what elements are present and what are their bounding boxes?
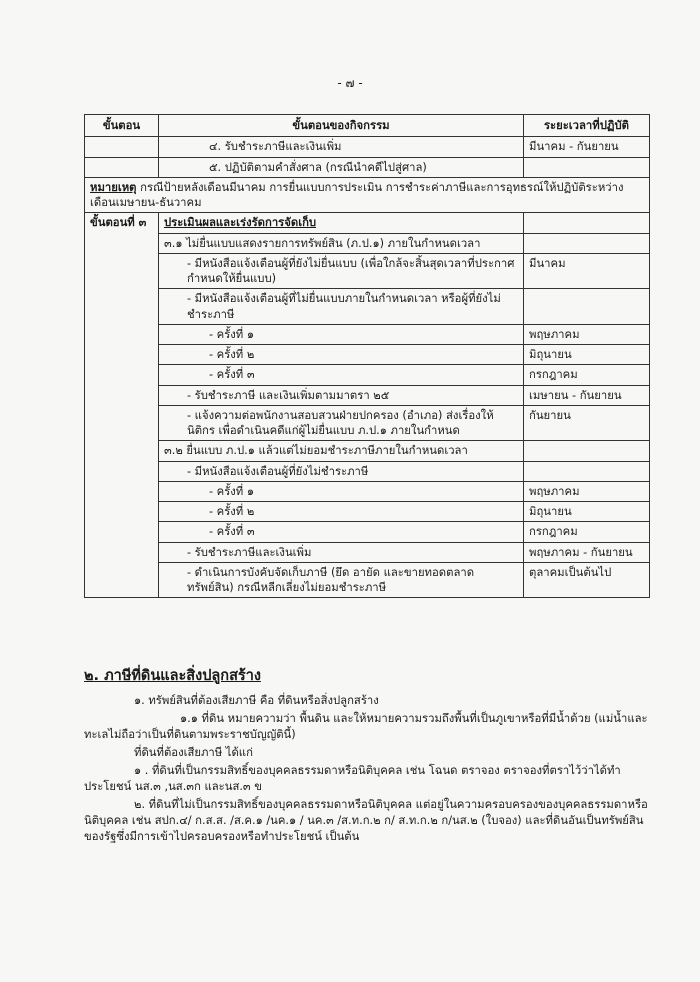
activity-cell: - มีหนังสือแจ้งเตือนผู้ที่ยังไม่ยื่นแบบ (เพื่อใกล้จะสิ้นสุดเวลาที่ประกาศกำหนดให้ยื่นแบบ) — [159, 253, 524, 289]
header-period: ระยะเวลาที่ปฏิบัติ — [524, 115, 650, 137]
activity-cell: - ครั้งที่ ๓ — [159, 365, 524, 385]
header-activity: ขั้นตอนของกิจกรรม — [159, 115, 524, 137]
table-row — [85, 542, 650, 562]
period-cell: กรกฎาคม — [524, 522, 650, 542]
table-row — [85, 502, 650, 522]
period-cell: พฤษภาคม — [524, 481, 650, 501]
table-row — [85, 481, 650, 501]
table-row — [85, 233, 650, 253]
period-cell: มิถุนายน — [524, 502, 650, 522]
table-row — [85, 522, 650, 542]
period-cell: มิถุนายน — [524, 345, 650, 365]
activity-cell: ๓.๒ ยื่นแบบ ภ.ป.๑ แล้วแต่ไม่ยอมชำระภาษีภายในกำหนดเวลา — [159, 441, 524, 461]
paragraph: ๒. ที่ดินที่ไม่เป็นกรรมสิทธิ์ของบุคคลธรรมดาหรือนิติบุคคล แต่อยู่ในความครอบครองของบุคคลธรรมดาหรือนิติบุคคล เช่น สปก.๔/ ก.ส.ส. /ส.ค.๑ /นค.๑ / นค.๓ /ส.ท.ก.๒ ก/ ส.ท.ก.๒ ก/นส.๒ (ใบจอง) และที่ดินอันเป็นทรัพย์สินของรัฐซึ่งมีการเข้าไปครอบครองหรือทำประโยชน์ เป็นต้น — [84, 797, 648, 843]
table-row — [85, 289, 650, 325]
page-number: - ๗ - — [337, 76, 363, 90]
section-land-building-tax — [84, 666, 654, 847]
header-step: ขั้นตอน — [85, 115, 159, 137]
note-label: หมายเหตุ — [90, 180, 137, 194]
activity-cell: - ครั้งที่ ๒ — [159, 345, 524, 365]
activity-cell: - ครั้งที่ ๓ — [159, 522, 524, 542]
period-cell: กรกฎาคม — [524, 365, 650, 385]
period-cell — [524, 289, 650, 325]
table-row — [85, 345, 650, 365]
table-row — [85, 562, 650, 598]
step3-title: ประเมินผลและเร่งรัดการจัดเก็บ — [159, 213, 524, 233]
period-cell: มีนาคม - กันยายน — [524, 137, 650, 157]
activity-table — [84, 114, 650, 598]
period-cell: พฤษภาคม - กันยายน — [524, 542, 650, 562]
period-cell: มีนาคม — [524, 253, 650, 289]
note-text: กรณีป้ายหลังเดือนมีนาคม การยื่นแบบการประเมิน การชำระค่าภาษีและการอุทธรณ์ให้ปฏิบัติระหว่างเดือนเมษายน-ธันวาคม — [90, 180, 624, 209]
period-cell — [524, 233, 650, 253]
table-row — [85, 405, 650, 441]
period-cell: กันยายน — [524, 405, 650, 441]
note-row — [85, 177, 650, 213]
period-cell: ตุลาคมเป็นต้นไป — [524, 562, 650, 598]
activity-cell: ๓.๑ ไม่ยื่นแบบแสดงรายการทรัพย์สิน (ภ.ป.๑) ภายในกำหนดเวลา — [159, 233, 524, 253]
activity-cell: - ครั้งที่ ๒ — [159, 502, 524, 522]
paragraph: ๑. ทรัพย์สินที่ต้องเสียภาษี คือ ที่ดินหรือสิ่งปลูกสร้าง — [134, 693, 379, 707]
paragraph: ที่ดินที่ต้องเสียภาษี ได้แก่ — [134, 745, 253, 759]
table-row — [85, 324, 650, 344]
activity-cell: - ดำเนินการบังคับจัดเก็บภาษี (ยึด อายัด และขายทอดตลาดทรัพย์สิน) กรณีหลีกเลี่ยงไม่ยอมชำระภาษี — [159, 562, 524, 598]
period-cell: เมษายน - กันยายน — [524, 385, 650, 405]
activity-cell: ๕. ปฏิบัติตามคำสั่งศาล (กรณีนำคดีไปสู่ศาล) — [159, 157, 524, 177]
note-cell — [85, 177, 650, 213]
table-row — [85, 461, 650, 481]
table-row — [85, 441, 650, 461]
period-cell — [524, 157, 650, 177]
table-row — [85, 157, 650, 177]
paragraph: ๑ . ที่ดินที่เป็นกรรมสิทธิ์ของบุคคลธรรมดาหรือนิติบุคคล เช่น โฉนด ตราจอง ตราจองที่ตราไว้ว่าได้ทำประโยชน์ นส.๓ ,นส.๓ก และนส.๓ ข — [84, 763, 621, 793]
step3-label: ขั้นตอนที่ ๓ — [85, 213, 159, 598]
section-title: ๒. ภาษีที่ดินและสิ่งปลูกสร้าง — [84, 668, 261, 684]
table-row — [85, 385, 650, 405]
table-header-row — [85, 115, 650, 137]
activity-cell: - ครั้งที่ ๑ — [159, 481, 524, 501]
table-row — [85, 253, 650, 289]
period-cell — [524, 441, 650, 461]
paragraph: ๑.๑ ที่ดิน หมายความว่า พื้นดิน และให้หมายความรวมถึงพื้นที่เป็นภูเขาหรือที่มีน้ำด้วย (แม่น้ำและทะเลไม่ถือว่าเป็นที่ดินตามพระราชบัญญัตินี้) — [84, 711, 648, 741]
activity-cell: - แจ้งความต่อพนักงานสอบสวนฝ่ายปกครอง (อำเภอ) ส่งเรื่องให้นิติกร เพื่อดำเนินคดีแก่ผู้ไม่ยื่นแบบ ภ.ป.๑ ภายในกำหนด — [159, 405, 524, 441]
table-row — [85, 213, 650, 233]
table-row — [85, 365, 650, 385]
activity-cell: - ครั้งที่ ๑ — [159, 324, 524, 344]
table-row — [85, 137, 650, 157]
activity-cell: ๔. รับชำระภาษีและเงินเพิ่ม — [159, 137, 524, 157]
period-cell — [524, 461, 650, 481]
activity-cell: - มีหนังสือแจ้งเตือนผู้ที่ยังไม่ชำระภาษี — [159, 461, 524, 481]
activity-cell: - รับชำระภาษี และเงินเพิ่มตามมาตรา ๒๕ — [159, 385, 524, 405]
activity-cell: - รับชำระภาษีและเงินเพิ่ม — [159, 542, 524, 562]
period-cell: พฤษภาคม — [524, 324, 650, 344]
activity-cell: - มีหนังสือแจ้งเตือนผู้ที่ไม่ยื่นแบบภายในกำหนดเวลา หรือผู้ที่ยังไม่ชำระภาษี — [159, 289, 524, 325]
